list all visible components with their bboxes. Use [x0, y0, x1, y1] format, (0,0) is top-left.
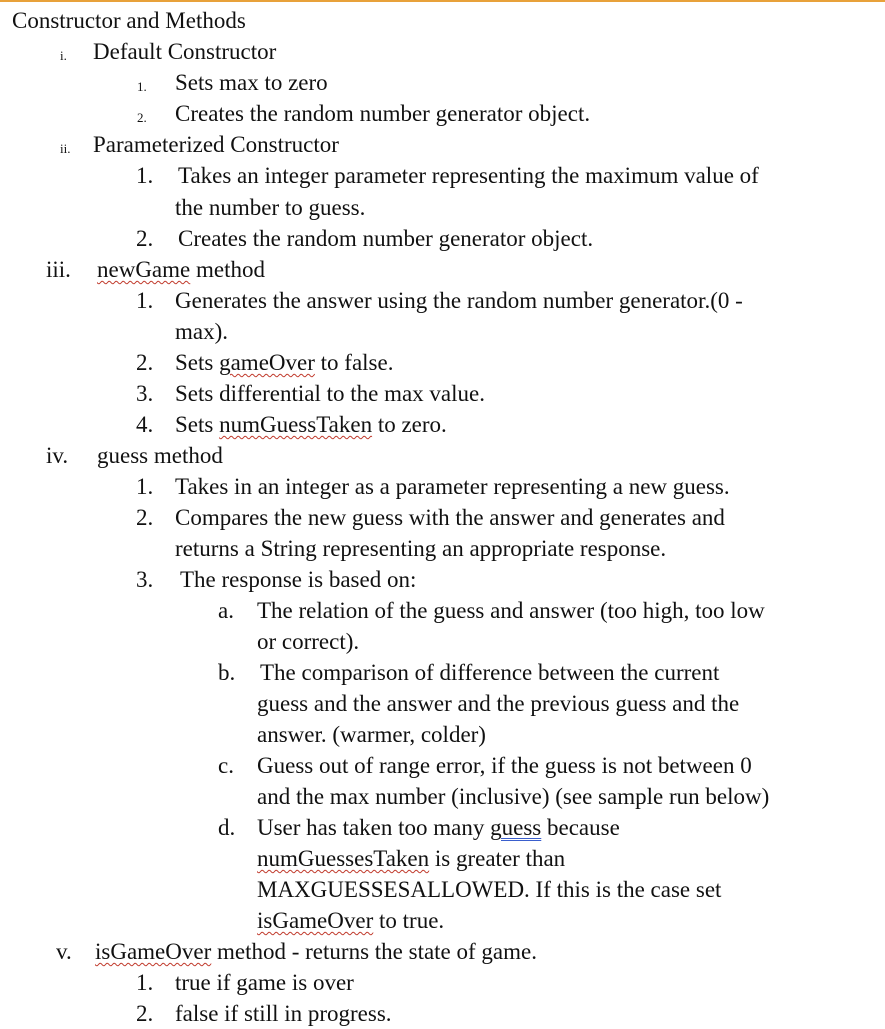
- marker-a: a.: [218, 598, 234, 623]
- marker-1: 1.: [136, 163, 154, 188]
- is-game-over-method-title: isGameOver method - returns the state of game.: [95, 939, 537, 964]
- marker-3: 3.: [136, 567, 154, 592]
- list-item: Compares the new guess with the answer and generates and: [175, 505, 725, 530]
- sub-item: The relation of the guess and answer (too high, too low: [257, 598, 765, 623]
- marker-1: 1.: [136, 970, 154, 995]
- marker-2: 2.: [137, 110, 147, 125]
- marker-4: 4.: [136, 412, 154, 437]
- list-item: Creates the random number generator object.: [178, 226, 594, 251]
- marker-c: c.: [218, 753, 234, 778]
- marker-v: v.: [56, 939, 72, 964]
- default-constructor-title: Default Constructor: [93, 39, 277, 64]
- sub-item: Guess out of range error, if the guess is not between 0: [257, 753, 752, 778]
- marker-1: 1.: [136, 288, 154, 313]
- marker-b: b.: [218, 660, 236, 685]
- guess-method-title: guess method: [97, 443, 223, 468]
- marker-iii: iii.: [46, 257, 71, 282]
- marker-1: 1.: [136, 474, 154, 499]
- marker-i: i.: [60, 48, 67, 63]
- sub-item-continued: isGameOver to true.: [257, 908, 445, 933]
- code-numGuessTaken: numGuessTaken: [219, 412, 373, 437]
- list-item: Sets numGuessTaken to zero.: [175, 412, 447, 437]
- marker-2: 2.: [136, 350, 154, 375]
- list-item-continued: returns a String representing an appropriate response.: [175, 536, 667, 561]
- marker-d: d.: [218, 815, 236, 840]
- sub-item-continued: numGuessesTaken is greater than: [257, 846, 566, 871]
- marker-ii: ii.: [60, 141, 71, 156]
- marker-2: 2.: [136, 505, 154, 530]
- sub-item-continued: answer. (warmer, colder): [257, 722, 486, 747]
- list-item-continued: max).: [175, 319, 229, 344]
- sub-item: User has taken too many guess because: [257, 815, 620, 840]
- list-item-continued: the number to guess.: [175, 195, 366, 220]
- list-item: Generates the answer using the random number generator.(0 -: [175, 288, 743, 313]
- list-item: true if game is over: [175, 970, 354, 995]
- code-gameOver: gameOver: [219, 350, 315, 375]
- marker-iv: iv.: [46, 443, 69, 468]
- marker-2: 2.: [136, 226, 154, 251]
- list-item: Takes an integer parameter representing the maximum value of: [178, 163, 759, 188]
- list-item: Takes in an integer as a parameter representing a new guess.: [175, 474, 730, 499]
- marker-1: 1.: [137, 79, 147, 94]
- code-isGameOver: isGameOver: [257, 908, 374, 933]
- list-item: Sets differential to the max value.: [175, 381, 485, 406]
- sub-item-continued: and the max number (inclusive) (see sample run below): [257, 784, 770, 809]
- new-game-method-title: newGame method: [97, 257, 265, 282]
- list-item: Creates the random number generator object.: [175, 101, 591, 126]
- code-newGame: newGame: [97, 257, 191, 282]
- list-item: false if still in progress.: [175, 1001, 392, 1026]
- list-item: Sets gameOver to false.: [175, 350, 394, 375]
- list-item: The response is based on:: [180, 567, 417, 592]
- sub-item-continued: MAXGUESSESALLOWED. If this is the case set: [257, 877, 722, 902]
- code-numGuessesTaken: numGuessesTaken: [257, 846, 430, 871]
- code-isGameOver: isGameOver: [95, 939, 212, 964]
- heading: Constructor and Methods: [12, 8, 246, 33]
- sub-item-continued: guess and the answer and the previous guess and the: [257, 691, 740, 716]
- word-guess: guess: [490, 815, 542, 840]
- marker-3: 3.: [136, 381, 154, 406]
- parameterized-constructor-title: Parameterized Constructor: [93, 132, 339, 157]
- list-item: Sets max to zero: [175, 70, 328, 95]
- sub-item: The comparison of difference between the current: [260, 660, 720, 685]
- marker-2: 2.: [136, 1001, 154, 1026]
- sub-item-continued: or correct).: [257, 629, 360, 654]
